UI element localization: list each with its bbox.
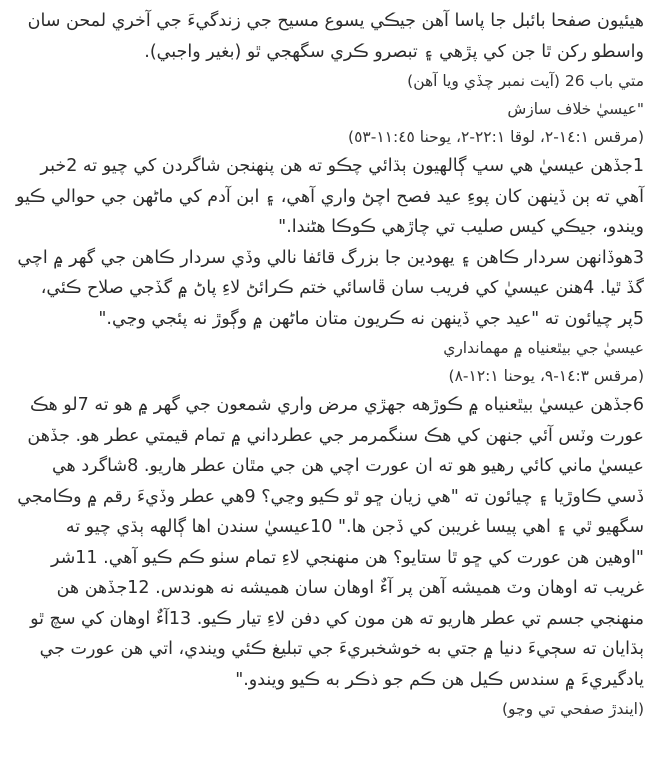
section-title-bethany: عيسيٰ جي بيٿعنياه ۾ مهمانداري (443, 339, 644, 357)
verses-3-5-paragraph: 3هوڏانهن سردار ڪاهن ۽ يهودين جا بزرگ قائفا نالي وڏي سردار ڪاهن جي گهر ۾ اچي گڏ ٿيا. 4هنن عيسيٰ کي فريب سان ڦاسائي ختم ڪرائڻ لاءِ پاڻ ۾ گڏجي صلاح ڪئي، 5پر چيائون ته "عيد جي ڏينهن نه ڪريون متان ماڻهن ۾ وڳوڙ نه پئجي وڃي." (17, 247, 644, 329)
verses-6-13-paragraph: 6جڏهن عيسيٰ بيٿعنياه ۾ ڪوڙهه جهڙي مرض واري شمعون جي گهر ۾ هو ته 7لو هڪ عورت وٽس آئي جنهن کي هڪ سنگمرمر جي عطرداني ۾ تمام قيمتي عطر هو. جڏهن عيسيٰ ماني کائي رهيو هو ته ان عورت اچي هن جي مٿان عطر هاريو. 8شاگرد هي ڏسي ڪاوڙيا ۽ چيائون ته "هي زيان ڇو ٿو ڪيو وڃي؟ 9هي عطر وڏيءَ رقم ۾ وڪامجي سگهيو ٿي ۽ اهي پيسا غريبن کي ڏجن ها." 10عيسيٰ سندن اها ڳالهه ٻڌي چيو ته "اوهين هن عورت کي ڇو ٿا ستايو؟ هن منهنجي لاءِ تمام سٺو ڪم ڪيو آهي. 11شر غريب ته اوهان وٽ هميشه آهن پر آءٌ اوهان سان هميشه نه هوندس. 12جڏهن هن منهنجي جسم تي عطر هاريو ته هن مون کي دفن لاءِ تيار ڪيو. 13آءٌ اوهان کي سچ ٿو ٻڌايان ته سڄيءَ دنيا ۾ جتي به خوشخبريءَ جي تبليغ ڪئي ويندي، اتي هن عورت جي يادگيريءَ ۾ سندس ڪيل هن ڪم جو ذڪر به ڪيو ويندو." (17, 395, 644, 690)
section-title-conspiracy: "عيسيٰ خلاف سازش (507, 100, 644, 118)
next-page-note[interactable]: (ايندڙ صفحي تي وڃو) (501, 700, 644, 718)
section-refs-conspiracy: (مرقس ١٤:١-٢، لوقا ٢٢:١-٢، يوحنا ١١:٤٥-٥٣) (348, 128, 644, 146)
intro-paragraph: هيئيون صفحا بائبل جا پاسا آهن جيڪي يسوع مسيح جي زندگيءَ جي آخري لمحن سان واسطو رکن ٿا جن کي پڙهي ۽ تبصرو ڪري سگهجي ٿو (بغير واجبي). (27, 11, 644, 62)
section-refs-bethany: (مرقس ١٤:٣-٩، يوحنا ١٢:١-٨) (448, 367, 644, 385)
chapter-reference: متي باب 26 (آيت نمبر چڏي ويا آهن) (407, 72, 644, 90)
verses-1-2-paragraph: 1جڏهن عيسيٰ هي سڀ ڳالهيون ٻڌائي چڪو ته هن پنهنجن شاگردن کي چيو ته 2خبر آهي ته ٻن ڏينهن کان پوءِ عيد فصح اچڻ واري آهي، ۽ ابن آدم کي ماڻهن جي حوالي ڪيو ويندو، جيڪي کيس صليب تي چاڙهي ڪوڪا هڻندا." (15, 156, 644, 237)
